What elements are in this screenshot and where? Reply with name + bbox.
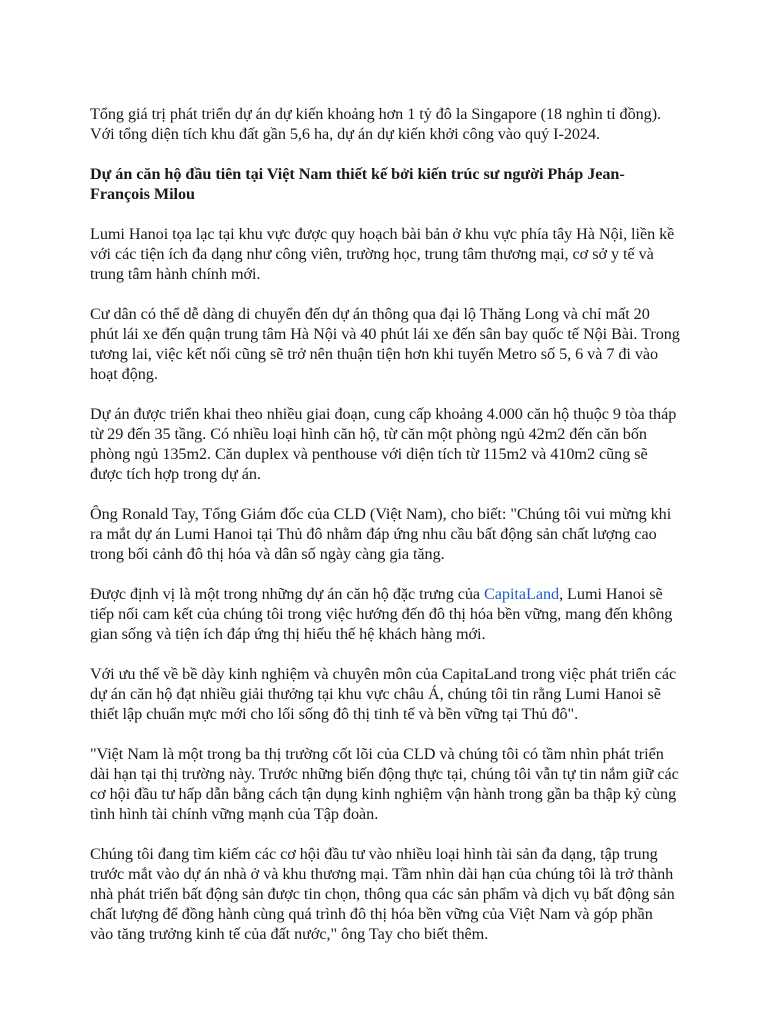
section-heading: Dự án căn hộ đầu tiên tại Việt Nam thiết kế bởi kiến trúc sư người Pháp Jean-François Milou — [90, 165, 625, 203]
paragraph-capitaland — [90, 584, 680, 644]
article-body — [90, 104, 680, 964]
paragraph-experience: Với ưu thế về bề dày kinh nghiệm và chuyên môn của CapitaLand trong việc phát triển các dự án căn hộ đạt nhiều giải thưởng tại khu vực châu Á, chúng tôi tin rằng Lumi Hanoi sẽ thiết lập chuẩn mực mới cho lối sống đô thị tinh tế và bền vững tại Thủ đô". — [90, 665, 677, 723]
paragraph-transport: Cư dân có thể dễ dàng di chuyển đến dự án thông qua đại lộ Thăng Long và chỉ mất 20 phút lái xe đến quận trung tâm Hà Nội và 40 phút lái xe đến sân bay quốc tế Nội Bài. Trong tương lai, việc kết nối cũng sẽ trở nên thuận tiện hơn khi tuyến Metro số 5, 6 và 7 đi vào hoạt động. — [90, 305, 680, 383]
paragraph-location: Lumi Hanoi tọa lạc tại khu vực được quy hoạch bài bản ở khu vực phía tây Hà Nội, liền kề với các tiện ích đa dạng như công viên, trường học, trung tâm thương mại, cơ sở y tế và trung tâm hành chính mới. — [90, 225, 675, 283]
paragraph-apartments: Dự án được triển khai theo nhiều giai đoạn, cung cấp khoảng 4.000 căn hộ thuộc 9 tòa tháp từ 29 đến 35 tầng. Có nhiều loại hình căn hộ, từ căn một phòng ngủ 42m2 đến căn bốn phòng ngủ 135m2. Căn duplex và penthouse với diện tích từ 115m2 và 410m2 cũng sẽ được tích hợp trong dự án. — [90, 405, 677, 483]
paragraph-capitaland-before: Được định vị là một trong những dự án căn hộ đặc trưng của — [90, 585, 485, 603]
paragraph-market: "Việt Nam là một trong ba thị trường cốt lõi của CLD và chúng tôi có tầm nhìn phát triển dài hạn tại thị trường này. Trước những biến động thực tại, chúng tôi vẫn tự tin nắm giữ các cơ hội đầu tư hấp dẫn bằng cách tận dụng kinh nghiệm vận hành trong gần ba thập kỷ cùng tình hình tài chính vững mạnh của Tập đoàn. — [90, 745, 679, 823]
paragraph-vision: Chúng tôi đang tìm kiếm các cơ hội đầu tư vào nhiều loại hình tài sản đa dạng, tập trung trước mắt vào dự án nhà ở và khu thương mại. Tầm nhìn dài hạn của chúng tôi là trở thành nhà phát triển bất động sản được tin chọn, thông qua các sản phẩm và dịch vụ bất động sản chất lượng để đồng hành cùng quá trình đô thị hóa bền vững của Việt Nam và góp phần vào tăng trưởng kinh tế của đất nước," ông Tay cho biết thêm. — [90, 845, 675, 943]
capitaland-link[interactable]: CapitaLand — [484, 585, 560, 603]
paragraph-ceo-quote: Ông Ronald Tay, Tổng Giám đốc của CLD (Việt Nam), cho biết: "Chúng tôi vui mừng khi ra mắt dự án Lumi Hanoi tại Thủ đô nhằm đáp ứng nhu cầu bất động sản chất lượng cao trong bối cảnh đô thị hóa và dân số ngày càng gia tăng. — [90, 505, 672, 563]
paragraph-project-value: Tổng giá trị phát triển dự án dự kiến khoảng hơn 1 tỷ đô la Singapore (18 nghìn tỉ đồng). Với tổng diện tích khu đất gần 5,6 ha, dự án dự kiến khởi công vào quý I-2024. — [90, 105, 662, 143]
paragraph-capitaland-after: , Lumi Hanoi sẽ tiếp nối cam kết của chúng tôi trong việc hướng đến đô thị hóa bền vững, mang đến không gian sống và tiện ích đáp ứng thị hiếu thế hệ khách hàng mới. — [90, 585, 673, 643]
